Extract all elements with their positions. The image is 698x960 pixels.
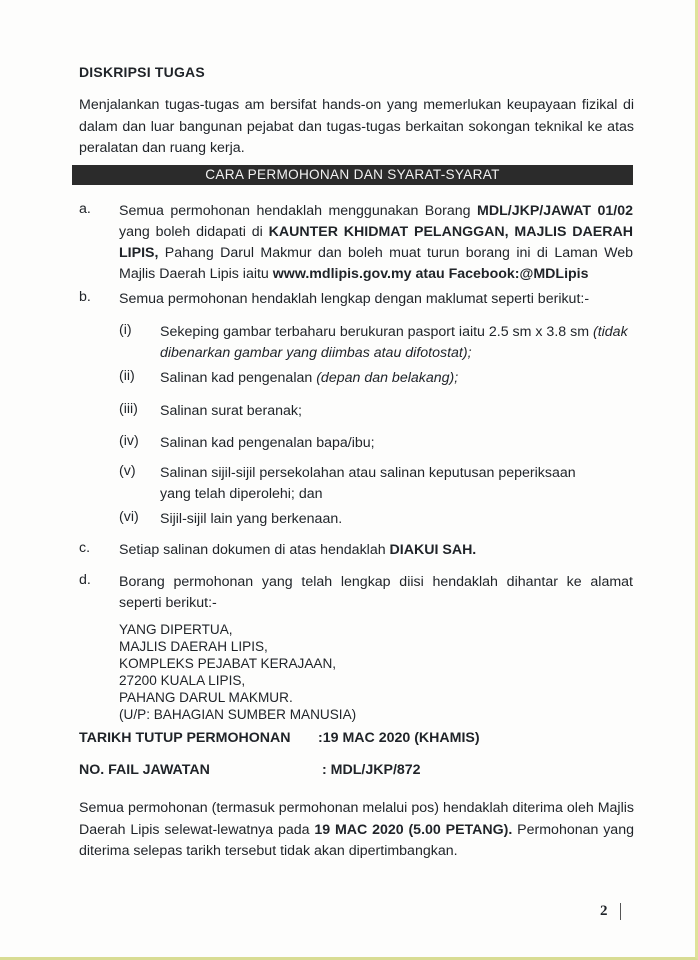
section-banner: CARA PERMOHONAN DAN SYARAT-SYARAT	[72, 165, 633, 185]
address-line: PAHANG DARUL MAKMUR.	[119, 689, 293, 705]
item-marker-d: d.	[79, 572, 91, 588]
certified-emphasis: DIAKUI SAH.	[389, 542, 477, 558]
counter-location: KAUNTER KHIDMAT PELANGGAN, MAJLIS DAERAH LIPIS,	[119, 224, 633, 261]
file-number-value: : MDL/JKP/872	[322, 762, 421, 778]
deadline-emphasis: 19 MAC 2020 (5.00 PETANG).	[314, 821, 513, 838]
subitem-marker-vi: (vi)	[119, 509, 139, 525]
item-a-part2: yang boleh didapati di	[119, 224, 269, 240]
closing-part2: Permohonan yang diterima selepas tarikh tersebut tidak akan dipertimbangkan.	[79, 821, 634, 859]
subitem-iii-text: Salinan surat beranak;	[160, 403, 302, 419]
subitem-marker-iii: (iii)	[119, 401, 138, 417]
page-number: 2	[600, 903, 608, 919]
form-code: MDL/JKP/JAWAT 01/02	[477, 203, 633, 219]
item-marker-b: b.	[79, 289, 91, 305]
subitem-i-text	[160, 322, 630, 363]
subitem-marker-i: (i)	[119, 322, 132, 338]
address-line: YANG DIPERTUA,	[119, 622, 233, 637]
section-heading: DISKRIPSI TUGAS	[79, 64, 205, 80]
item-d-text: Borang permohonan yang telah lengkap diisi hendaklah dihantar ke alamat seperti berikut:-	[119, 574, 633, 611]
item-a-text	[119, 201, 633, 285]
job-description-paragraph: Menjalankan tugas-tugas am bersifat hands-on yang memerlukan keupayaan fizikal di dalam dan luar bangunan pejabat dan tugas-tugas berkaitan sokongan teknikal ke atas peralatan dan ruang kerja.	[79, 97, 634, 156]
subitem-v-text: Salinan sijil-sijil persekolahan atau salinan keputusan peperiksaan yang telah diperolehi; dan	[160, 465, 576, 502]
address-line: MAJLIS DAERAH LIPIS,	[119, 638, 268, 654]
mailing-address	[119, 622, 356, 723]
address-line: 27200 KUALA LIPIS,	[119, 672, 246, 688]
closing-date-value: :19 MAC 2020 (KHAMIS)	[318, 730, 480, 746]
subitem-ii-italic: (depan dan belakang);	[316, 370, 459, 386]
item-a-part3: Pahang Darul Makmur dan boleh muat turun borang ini di Laman Web Majlis Daerah Lipis iaitu	[119, 245, 633, 282]
subitem-marker-v: (v)	[119, 463, 136, 479]
subitem-marker-ii: (ii)	[119, 368, 135, 384]
item-c-part1: Setiap salinan dokumen di atas hendaklah	[119, 542, 390, 558]
closing-date-label: TARIKH TUTUP PERMOHONAN	[79, 730, 291, 746]
item-marker-a: a.	[79, 201, 91, 217]
subitem-vi-text: Sijil-sijil lain yang berkenaan.	[160, 511, 343, 527]
item-c-text	[119, 540, 633, 561]
subitem-i-part1: Sekeping gambar terbaharu berukuran pasport iaitu 2.5 sm x 3.8 sm	[160, 324, 593, 340]
website-facebook: www.mdlipis.gov.my atau Facebook:@MDLipis	[272, 266, 589, 282]
item-marker-c: c.	[79, 540, 91, 556]
subitem-marker-iv: (iv)	[119, 433, 139, 449]
subitem-ii-text	[160, 368, 630, 389]
item-b-text: Semua permohonan hendaklah lengkap dengan maklumat seperti berikut:-	[119, 291, 590, 307]
subitem-iv-text: Salinan kad pengenalan bapa/ibu;	[160, 435, 375, 451]
file-number-label: NO. FAIL JAWATAN	[79, 762, 210, 778]
subitem-i-italic: (tidak dibenarkan gambar yang diimbas atau difotostat);	[160, 324, 628, 361]
page-number-divider	[620, 903, 621, 920]
address-line: (U/P: BAHAGIAN SUMBER MANUSIA)	[119, 706, 357, 722]
subitem-ii-part1: Salinan kad pengenalan	[160, 370, 317, 386]
address-line: KOMPLEKS PEJABAT KERAJAAN,	[119, 655, 337, 671]
closing-paragraph	[79, 798, 634, 863]
item-a-part1: Semua permohonan hendaklah menggunakan Borang	[119, 203, 478, 219]
closing-part1: Semua permohonan (termasuk permohonan melalui pos) hendaklah diterima oleh Majlis Daerah Lipis selewat-lewatnya pada	[79, 800, 634, 838]
